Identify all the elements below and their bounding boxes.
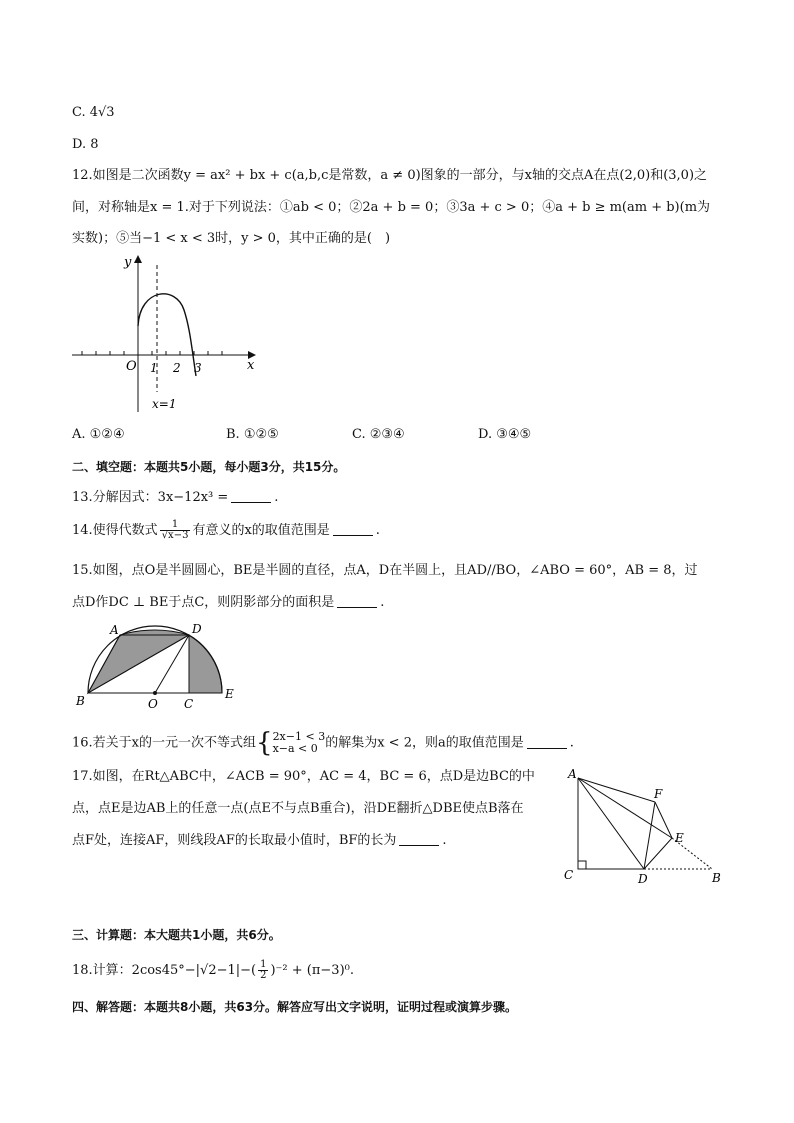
q16-answer-blank[interactable] (527, 736, 567, 749)
section3-heading: 三、计算题：本大题共1小题，共6分。 (72, 928, 281, 942)
q11-option-d: D. 8 (72, 137, 99, 152)
origin-label: O (126, 359, 137, 374)
svg-text:E: E (675, 831, 684, 845)
q16-stem: 16.若关于x的一元一次不等式组{ 2x−1 < 3 x−a < 0 的解集为x < 2，则a的取值范围是 . (72, 728, 574, 758)
q17-triangle-figure (560, 764, 730, 888)
svg-text:D: D (638, 872, 648, 886)
q12-option-b: B. ①②⑤ (226, 427, 279, 442)
symmetry-axis-label: x=1 (152, 397, 177, 411)
segment-ad (578, 778, 644, 869)
q12-stem-line2: 间，对称轴是x = 1.对于下列说法：①ab < 0；②2a + b = 0；③3a + c > 0；④a + b ≥ m(am + b)(m为 (72, 200, 711, 215)
right-angle-mark (578, 861, 586, 869)
svg-text:A: A (568, 767, 577, 781)
svg-text:D: D (192, 622, 202, 636)
q13-answer-blank[interactable] (231, 490, 271, 503)
tick-label-1: 1 (150, 361, 158, 375)
q14-fraction: $\frac{1}{√x-3}$ (161, 519, 189, 541)
point-o (153, 691, 157, 695)
tick-label-3: 3 (194, 361, 202, 375)
q17-answer-blank[interactable] (399, 833, 439, 846)
q13-stem: 13.分解因式：3x−12x³ = . (72, 490, 279, 505)
svg-text:C: C (184, 697, 194, 711)
q18-stem: 18.计算：2cos45°−|√2−1|−( $\frac{1}{2}$ )⁻² + (π−3)⁰. (72, 959, 354, 981)
q16-system: 2x−1 < 3 x−a < 0 (272, 730, 326, 755)
q17-stem-line2: 点，点E是边AB上的任意一点(点E不与点B重合)，沿DE翻折△DBE使点B落在 (72, 801, 524, 816)
svg-text:F: F (654, 787, 663, 801)
q17-stem-line3: 点F处，连接AF，则线段AF的长取最小值时，BF的长为 . (72, 833, 447, 848)
svg-text:E: E (225, 687, 234, 701)
q17-stem-line1: 17.如图，在Rt△ABC中，∠ACB = 90°，AC = 4，BC = 6，点D是边BC的中 (72, 769, 535, 784)
svg-text:O: O (148, 697, 158, 711)
q12-option-d: D. ③④⑤ (478, 427, 532, 442)
parabola-curve (138, 294, 196, 376)
svg-text:B: B (76, 694, 85, 708)
shaded-region-right (189, 635, 222, 693)
q12-stem-line1: 12.如图是二次函数y = ax² + bx + c(a,b,c是常数，a ≠ 0)图象的一部分，与x轴的交点A在点(2,0)和(3,0)之 (72, 168, 708, 183)
q12-option-c: C. ②③④ (352, 427, 405, 442)
q14-answer-blank[interactable] (333, 523, 373, 536)
x-ticks (82, 351, 222, 355)
q11-option-c: C. 4√3 (72, 105, 115, 120)
section4-heading: 四、解答题：本题共8小题，共63分。解答应写出文字说明，证明过程或演算步骤。 (72, 1000, 518, 1014)
q15-answer-blank[interactable] (337, 595, 377, 608)
q14-stem: 14.使得代数式 $\frac{1}{√x-3}$ 有意义的x的取值范围是 . (72, 519, 380, 541)
q13-text: 13.分解因式：3x−12x³ = (72, 490, 229, 505)
q12-stem-line3: 实数)；⑤当−1 < x < 3时，y > 0，其中正确的是( ) (72, 231, 391, 246)
q15-semicircle-figure (68, 620, 248, 712)
q15-stem-line2: 点D作DC ⊥ BE于点C，则阴影部分的面积是 . (72, 595, 385, 610)
y-label: y (124, 255, 132, 270)
svg-text:C: C (564, 868, 574, 882)
svg-text:B: B (712, 871, 721, 885)
segment-af (578, 778, 655, 802)
y-axis-arrow (134, 255, 142, 263)
x-label: x (247, 358, 255, 373)
tick-label-2: 2 (173, 361, 181, 375)
q16-brace: { (256, 728, 273, 758)
q18-fraction: $\frac{1}{2}$ (260, 959, 267, 981)
section2-heading: 二、填空题：本题共5小题，每小题3分，共15分。 (72, 460, 346, 474)
svg-text:A: A (110, 623, 119, 637)
q12-option-a: A. ①②④ (72, 427, 125, 442)
q12-parabola-graph (68, 250, 268, 420)
q15-stem-line1: 15.如图，点O是半圆圆心，BE是半圆的直径，点A，D在半圆上，且AD//BO，∠ABO = 60°，AB = 8，过 (72, 563, 698, 578)
